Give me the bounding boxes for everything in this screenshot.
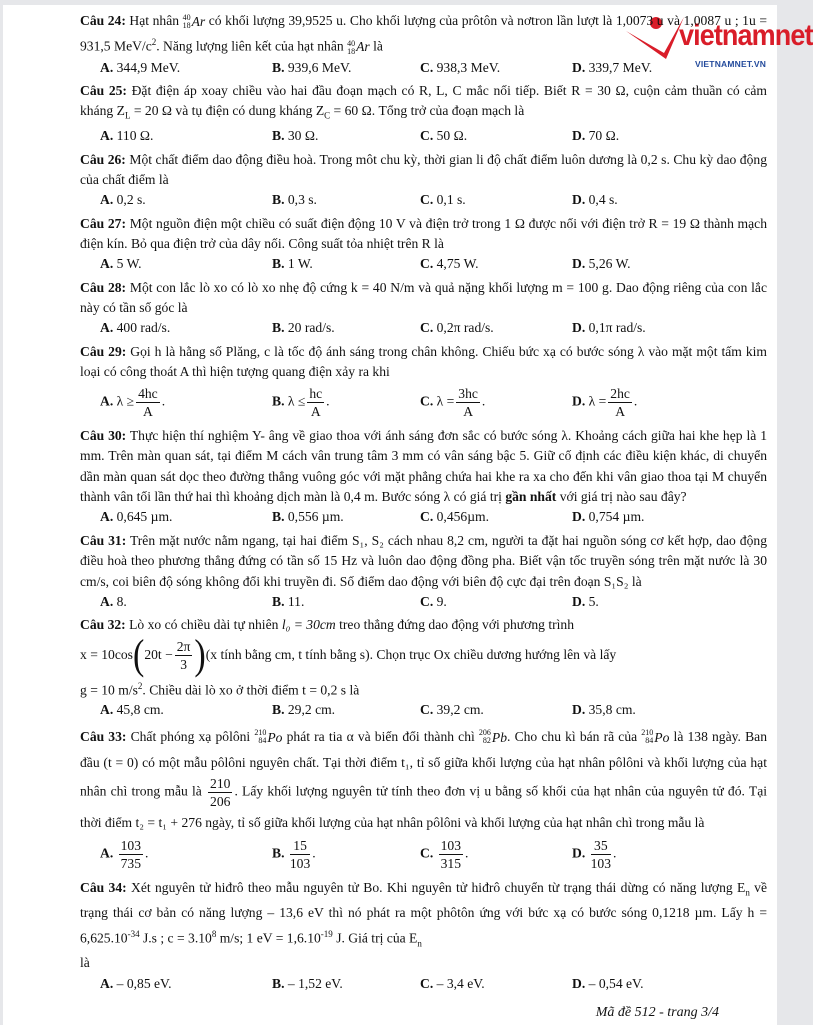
subscript: C (324, 111, 331, 121)
nuclide-ar (347, 37, 370, 58)
question-34 (80, 878, 767, 994)
question-text: Đặt điện áp xoay chiều vào hai đầu đoạn mạch có R, L, C mắc nối tiếp. Biết R = 30 Ω, cuộn cảm thuần có cảm kháng Z (80, 82, 767, 119)
question-number: Câu 32: (80, 617, 126, 632)
element-symbol: Ar (191, 13, 206, 29)
option-a[interactable]: A. 45,8 cm. (100, 702, 164, 718)
answer-options (80, 319, 767, 339)
exam-page (3, 5, 813, 1025)
page-footer: Mã đề 512 - trang 3/4 (595, 1005, 719, 1020)
question-list (80, 11, 767, 997)
option-a[interactable]: A. 0,2 s. (100, 192, 146, 208)
question-text: phát ra tia α và biến đổi thành chì (282, 728, 479, 744)
answer-options (80, 508, 767, 528)
option-c[interactable]: C. λ = $\frac{3hc}{A}$ . (420, 386, 486, 419)
option-a[interactable]: A. λ ≥ $\frac{4hc}{A}$ . (100, 386, 166, 419)
option-b[interactable]: B. 0,556 µm. (272, 509, 344, 525)
mass-number: 206 (478, 728, 491, 738)
question-31 (80, 531, 767, 613)
answer-options (80, 835, 767, 875)
option-d[interactable]: D. 35,8 cm. (572, 702, 636, 718)
emphasis-text: gần nhất (505, 489, 557, 504)
atomic-number: 18 (182, 20, 191, 30)
option-a[interactable]: A. 0,645 µm. (100, 509, 173, 525)
answer-options (80, 191, 767, 211)
question-text: về trạng thái cơ bản có năng lượng – 13,6 eV thì nó phát ra một phôtôn ứng với bức xạ có bước sóng 0,1218 µm. Lấy h = 6,625.10 (80, 879, 767, 946)
answer-options (80, 255, 767, 275)
answer-options (80, 127, 767, 147)
mass-number: 210 (641, 728, 654, 738)
mass-number: 40 (182, 12, 191, 22)
question-text: . Lấy khối lượng nguyên tử tính theo đơn vị u bằng số khối của hạt nhân của nguyên tử đó. Tại thời điểm t₂ = t₁ + 276 ngày, tỉ số giữa khối lượng của hạt nhân pôlôni và khối lượng của hạt nhân chì trong mẫu là (80, 783, 767, 830)
question-text: Chất phóng xạ pôlôni (126, 728, 255, 744)
option-b[interactable]: B. 20 rad/s. (272, 320, 335, 336)
question-number: Câu 28: (80, 279, 127, 295)
question-29 (80, 342, 767, 423)
option-d[interactable]: D. – 0,54 eV. (572, 975, 644, 991)
question-number: Câu 24: (80, 13, 126, 28)
superscript: -19 (320, 928, 333, 939)
question-number: Câu 31: (80, 532, 127, 548)
question-text: là 138 ngày. Ban đầu (t = 0) có một mẫu pôlôni nguyên chất. Tại thời điểm t₁, tỉ số giữa khối lượng của hạt nhân pôlôni và khối lượng của hạt nhân chì trong mẫu là (80, 728, 767, 799)
element-symbol: Po (654, 729, 670, 745)
option-d[interactable]: D. 0,4 s. (572, 192, 618, 208)
atomic-number: 18 (347, 46, 356, 56)
question-text: là (80, 955, 90, 971)
equation: x = 10cos (80, 647, 133, 663)
option-d[interactable]: D. 5,26 W. (572, 256, 631, 272)
question-27 (80, 214, 767, 275)
question-text: treo thẳng đứng dao động với phương trình (335, 617, 575, 632)
option-c[interactable]: C. 0,1 s. (420, 192, 466, 208)
option-c[interactable]: C. 0,2π rad/s. (420, 320, 494, 336)
answer-options (80, 592, 767, 612)
option-d[interactable]: D. $\frac{35}{103}$ . (572, 838, 617, 872)
option-a[interactable]: A. – 0,85 eV. (100, 975, 172, 991)
option-c[interactable]: C. 9. (420, 593, 447, 609)
option-d[interactable]: D. 339,7 MeV. (572, 59, 653, 75)
question-number: Câu 27: (80, 215, 126, 231)
question-number: Câu 26: (80, 151, 126, 167)
option-c[interactable]: C. – 3,4 eV. (420, 975, 485, 991)
question-text: là (369, 38, 383, 54)
question-number: Câu 30: (80, 427, 127, 443)
option-d[interactable]: D. 0,1π rad/s. (572, 320, 646, 336)
element-symbol: Pb (491, 729, 508, 745)
question-33 (80, 724, 767, 875)
nuclide-po (254, 725, 282, 750)
option-c[interactable]: C. 4,75 W. (420, 256, 479, 272)
element-symbol: Po (267, 729, 283, 745)
question-text: Một chất điểm dao động điều hoà. Trong môt chu kỳ, thời gian li độ chất điểm luôn dương là 0,2 s. Chu kỳ dao động của chất điểm là (80, 151, 767, 187)
formula: l₀ = 30cm (281, 617, 336, 632)
question-text: . Năng lượng liên kết của hạt nhân (156, 38, 348, 54)
question-text: Một con lắc lò xo có lò xo nhẹ độ cứng k = 40 N/m và quả nặng khối lượng m = 100 g. Dao động riêng của con lắc này có tần số góc là (80, 279, 767, 315)
option-a[interactable]: A. $\frac{103}{735}$ . (100, 838, 149, 872)
atomic-number: 84 (258, 736, 267, 746)
option-a[interactable]: A. 8. (100, 593, 127, 609)
question-text: . Chiều dài lò xo ở thời điểm t = 0,2 s là (142, 682, 360, 698)
option-d[interactable]: D. 5. (572, 593, 599, 609)
question-text: Gọi h là hằng số Plăng, c là tốc độ ánh sáng trong chân không. Chiếu bức xạ có bước sóng λ vào mặt một tấm kim loại có công thoát A thì hiện tượng quang điện xảy ra khi (80, 343, 767, 379)
option-b[interactable]: B. 939,6 MeV. (272, 59, 352, 75)
option-c[interactable]: C. 0,456µm. (420, 509, 490, 525)
subscript: L (124, 111, 131, 121)
question-text: với giá trị nào sau đây? (556, 489, 687, 504)
equation-line: x = 10cos ( 20t − $\frac{2\pi}{3}$ ) (x tính bằng cm, t tính bằng s). Chọn trục Ox chiều dương hướng lên và lấy (80, 631, 617, 678)
answer-options (80, 974, 767, 994)
mass-number: 210 (254, 728, 267, 738)
atomic-number: 82 (482, 736, 491, 746)
question-text: = 60 Ω. Tổng trở của đoạn mạch là (330, 103, 525, 119)
option-c[interactable]: C. 50 Ω. (420, 128, 468, 144)
superscript: 8 (211, 928, 217, 939)
question-text: g = 10 m/s (80, 682, 138, 698)
question-text: Xét nguyên tử hiđrô theo mẫu nguyên tử Bo. Khi nguyên tử hiđrô chuyển từ trạng thái dừng có năng lượng E (126, 879, 746, 895)
answer-options (80, 58, 767, 78)
superscript: -34 (127, 928, 140, 939)
question-text: (x tính bằng cm, t tính bằng s). Chọn trục Ox chiều dương hướng lên và lấy (205, 647, 617, 663)
question-text: Thực hiện thí nghiệm Y- âng về giao thoa với ánh sáng đơn sắc có bước sóng λ. Khoảng cách giữa hai khe hẹp là 1 mm. Trên màn quan sát, tại điểm M cách vân trung tâm 3 mm có vân sáng bậc 5. Giữ cố định các điều kiện khác, di chuyển dần màn quan sát dọc theo đường thẳng vuông góc với mặt phẳng chứa hai khe ra xa cho đến khi vân giao thoa tại M chuyển thành vân tối lần thứ hai thì khoảng dịch màn là 0,4 m. Bước sóng λ có giá trị (80, 427, 767, 504)
element-symbol: Ar (356, 39, 370, 55)
option-c[interactable]: C. 39,2 cm. (420, 702, 484, 718)
question-text: . Cho chu kì bán rã của (507, 728, 642, 744)
subscript: n (745, 887, 750, 898)
question-number: Câu 33: (80, 728, 127, 744)
question-text: J.s ; c = 3.10 (139, 930, 212, 946)
question-text: Hạt nhân (125, 13, 183, 28)
superscript: 2 (137, 680, 143, 691)
question-text: Trên mặt nước nằm ngang, tại hai điểm S₁, S₂ cách nhau 8,2 cm, người ta đặt hai nguồn sóng cơ kết hợp, dao động điều hoà theo phương thẳng đứng có tần số 15 Hz và luôn dao động đồng pha. Biết vận tốc truyền sóng trên mặt nước là 30 cm/s, coi biên độ sóng không đổi khi truyền đi. Số điểm dao động với biên độ cực đại trên đoạn S₁S₂ là (80, 532, 767, 589)
option-b[interactable]: B. 11. (272, 593, 305, 609)
option-b[interactable]: B. 30 Ω. (272, 128, 319, 144)
question-32 (80, 615, 767, 721)
option-a[interactable]: A. 400 rad/s. (100, 320, 171, 336)
option-d[interactable]: D. 70 Ω. (572, 128, 620, 144)
answer-options (80, 701, 767, 721)
question-number: Câu 34: (80, 879, 127, 895)
option-a[interactable]: A. 5 W. (100, 256, 142, 272)
atomic-number: 84 (645, 736, 654, 746)
nuclide-ar (183, 12, 206, 33)
question-number: Câu 29: (80, 343, 127, 359)
superscript: 2 (151, 37, 157, 48)
question-text: = 20 Ω và tụ điện có dung kháng Z (130, 103, 325, 119)
question-text: m/s; 1 eV = 1,6.10 (216, 930, 321, 946)
option-b[interactable]: B. $\frac{15}{103}$ . (272, 838, 316, 872)
question-26 (80, 150, 767, 211)
option-b[interactable]: B. 0,3 s. (272, 192, 317, 208)
option-d[interactable]: D. λ = $\frac{2hc}{A}$ . (572, 386, 638, 419)
logo-domain: VIETNAMNET.VN (695, 59, 767, 69)
option-b[interactable]: B. 1 W. (272, 256, 313, 272)
nuclide-po (641, 725, 669, 750)
nuclide-pb (479, 725, 507, 750)
option-c[interactable]: C. $\frac{103}{315}$ . (420, 838, 469, 872)
ratio-fraction: $\frac{210}{206}$ (210, 775, 231, 809)
question-28 (80, 278, 767, 339)
question-30 (80, 426, 767, 528)
option-b[interactable]: B. 29,2 cm. (272, 702, 336, 718)
answer-options (80, 383, 767, 423)
question-text: J. Giá trị của E (332, 930, 418, 946)
equation: 20t − (144, 647, 173, 663)
option-a[interactable]: A. 110 Ω. (100, 128, 154, 144)
question-25 (80, 81, 767, 147)
question-text: có khối lượng 39,9525 u. Cho khối lượng của prôtôn và nơtron lần lượt là 1,0073 u và 1,0087 u ; 1u = 931,5 MeV/c (80, 13, 767, 54)
option-b[interactable]: B. λ ≤ $\frac{hc}{A}$ . (272, 386, 330, 419)
mass-number: 40 (347, 38, 356, 48)
question-text: Một nguồn điện một chiều có suất điện động 10 V và điện trở trong 1 Ω được nối với điện trở R = 19 Ω thành mạch điện kín. Bỏ qua điện trở của dây nối. Công suất tỏa nhiệt trên R là (80, 215, 767, 251)
option-c[interactable]: C. 938,3 MeV. (420, 59, 501, 75)
question-text: Lò xo có chiều dài tự nhiên (125, 617, 282, 632)
option-a[interactable]: A. 344,9 MeV. (100, 59, 181, 75)
option-b[interactable]: B. – 1,52 eV. (272, 975, 343, 991)
subscript: n (417, 937, 422, 948)
logo-wordmark: vietnamnet (679, 19, 813, 52)
question-24 (80, 11, 767, 78)
option-d[interactable]: D. 0,754 µm. (572, 509, 645, 525)
question-number: Câu 25: (80, 82, 127, 98)
